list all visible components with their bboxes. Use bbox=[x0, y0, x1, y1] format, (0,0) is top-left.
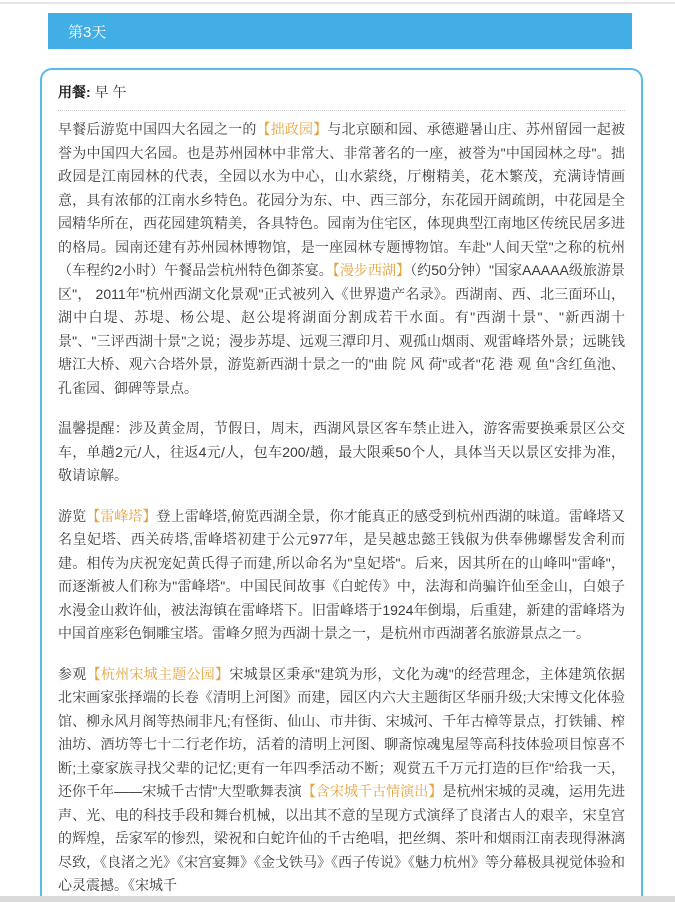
day-header-label: 第3天 bbox=[68, 23, 107, 41]
itinerary-paragraph bbox=[58, 663, 625, 898]
itinerary-paragraphs bbox=[58, 118, 625, 898]
itinerary-card bbox=[40, 68, 643, 902]
attraction-name-highlight: 【漫步西湖】 bbox=[332, 262, 411, 278]
paragraph-text: 参观 bbox=[58, 665, 87, 682]
itinerary-paragraph bbox=[58, 417, 625, 488]
paragraph-text: （约50分钟）"国家AAAAA级旅游景区"， 2011年"杭州西湖文化景观"正式被列入《世界遗产名录》。西湖南、西、北三面环山，湖中白堤、苏堤、杨公堤、赵公堤将湖面分割成若干水面。有"西湖十景"、"新西湖十景"、"三评西湖十景"之说；漫步苏堤、远观三潭印月、观孤山烟雨、观雷峰塔外景；远眺钱塘江大桥、观六合塔外景，游览新西湖十景之一的"曲 院 风 荷"或者"花 港 观 鱼"含红鱼池、孔雀园、御碑等景点。 bbox=[58, 262, 625, 396]
bottom-edge-bar bbox=[0, 896, 675, 902]
itinerary-paragraph bbox=[58, 118, 625, 400]
meals-row bbox=[58, 78, 625, 109]
paragraph-text: 与北京颐和园、承德避暑山庄、苏州留园一起被誉为中国四大名园。也是苏州园林中非常大、非常著名的一座，被誉为"中国园林之母"。拙政园是江南园林的代表，全园以水为中心，山水萦绕，厅榭精美，花木繁茂，充满诗情画意，具有浓郁的江南水乡特色。花园分为东、中、西三部分，东花园开阔疏朗，中花园是全园精华所在，西花园建筑精美，各具特色。园南为住宅区，体现典型江南地区传统民居多进的格局。园南还建有苏州园林博物馆，是一座园林专题博物馆。车赴"人间天堂"之称的杭州（车程约2小时）午餐品尝杭州特色御茶宴。 bbox=[58, 121, 626, 278]
attraction-name-highlight: 【拙政园】 bbox=[256, 121, 328, 137]
attraction-name-highlight: 【雷峰塔】 bbox=[86, 507, 157, 524]
attraction-name-highlight: 【杭州宋城主题公园】 bbox=[86, 665, 230, 682]
paragraph-text: 登上雷峰塔,俯览西湖全景，你才能真正的感受到杭州西湖的味道。雷峰塔又名皇妃塔、西关砖塔,雷峰塔初建于公元977年，是吴越忠懿王钱俶为供奉佛螺髻发舍利而建。相传为庆祝宠妃黄氏得子而建,所以命名为"皇妃塔"。后来，因其所在的山峰叫"雷峰"，而逐渐被人们称为"雷峰塔"。中国民间故事《白蛇传》中，法海和尚骗许仙至金山，白娘子水漫金山救许仙，被法海镇在雷峰塔下。旧雷峰塔于1924年倒塌，后重建，新建的雷峰塔为中国首座彩色铜雕宝塔。雷峰夕照为西湖十景之一，是杭州市西湖著名旅游景点之一。 bbox=[58, 507, 625, 641]
day-header bbox=[48, 13, 632, 49]
top-divider bbox=[0, 2, 675, 4]
attraction-name-highlight: 【含宋城千古情演出】 bbox=[301, 783, 443, 799]
paragraph-text: 早餐后游览中国四大名园之一的 bbox=[58, 121, 257, 137]
meals-value: 早 午 bbox=[94, 84, 127, 100]
dotted-divider bbox=[58, 109, 625, 111]
paragraph-text: 温馨提醒：涉及黄金周，节假日，周末，西湖风景区客车禁止进入，游客需要换乘景区公交车，单趟2元/人，往返4元/人，包车200/趟，最大限乘50个人，具体当天以景区安排为准，敬请谅解。 bbox=[58, 420, 625, 483]
paragraph-text: 是杭州宋城的灵魂，运用先进声、光、电的科技手段和舞台机械，以出其不意的呈现方式演绎了良渚古人的艰辛，宋皇宫的辉煌，岳家军的惨烈，梁祝和白蛇许仙的千古绝唱，把丝绸、茶叶和烟雨江南表现得淋漓尽致，《良渚之光》《宋宫宴舞》《金戈铁马》《西子传说》《魅力杭州》等分幕极具视觉体验和心灵震撼。《宋城千 bbox=[58, 783, 626, 893]
meals-label: 用餐: bbox=[58, 84, 91, 100]
paragraph-text: 宋城景区秉承"建筑为形，文化为魂"的经营理念，主体建筑依据北宋画家张择端的长卷《清明上河图》而建，园区内六大主题街区华丽升级;大宋博文化体验馆、柳永风月阁等热闹非凡;有怪街、仙山、市井街、宋城河、千年古樟等景点，打铁铺、榨油坊、酒坊等七十二行老作坊，活着的清明上河图、聊斋惊魂鬼屋等高科技体验项目惊喜不断;土豪家族寻找父辈的记忆;更有一年四季活动不断；观赏五千万元打造的巨作"给我一天，还你千年——宋城千古情"大型歌舞表演 bbox=[58, 665, 625, 799]
itinerary-paragraph bbox=[58, 505, 625, 646]
paragraph-text: 游览 bbox=[58, 507, 87, 524]
